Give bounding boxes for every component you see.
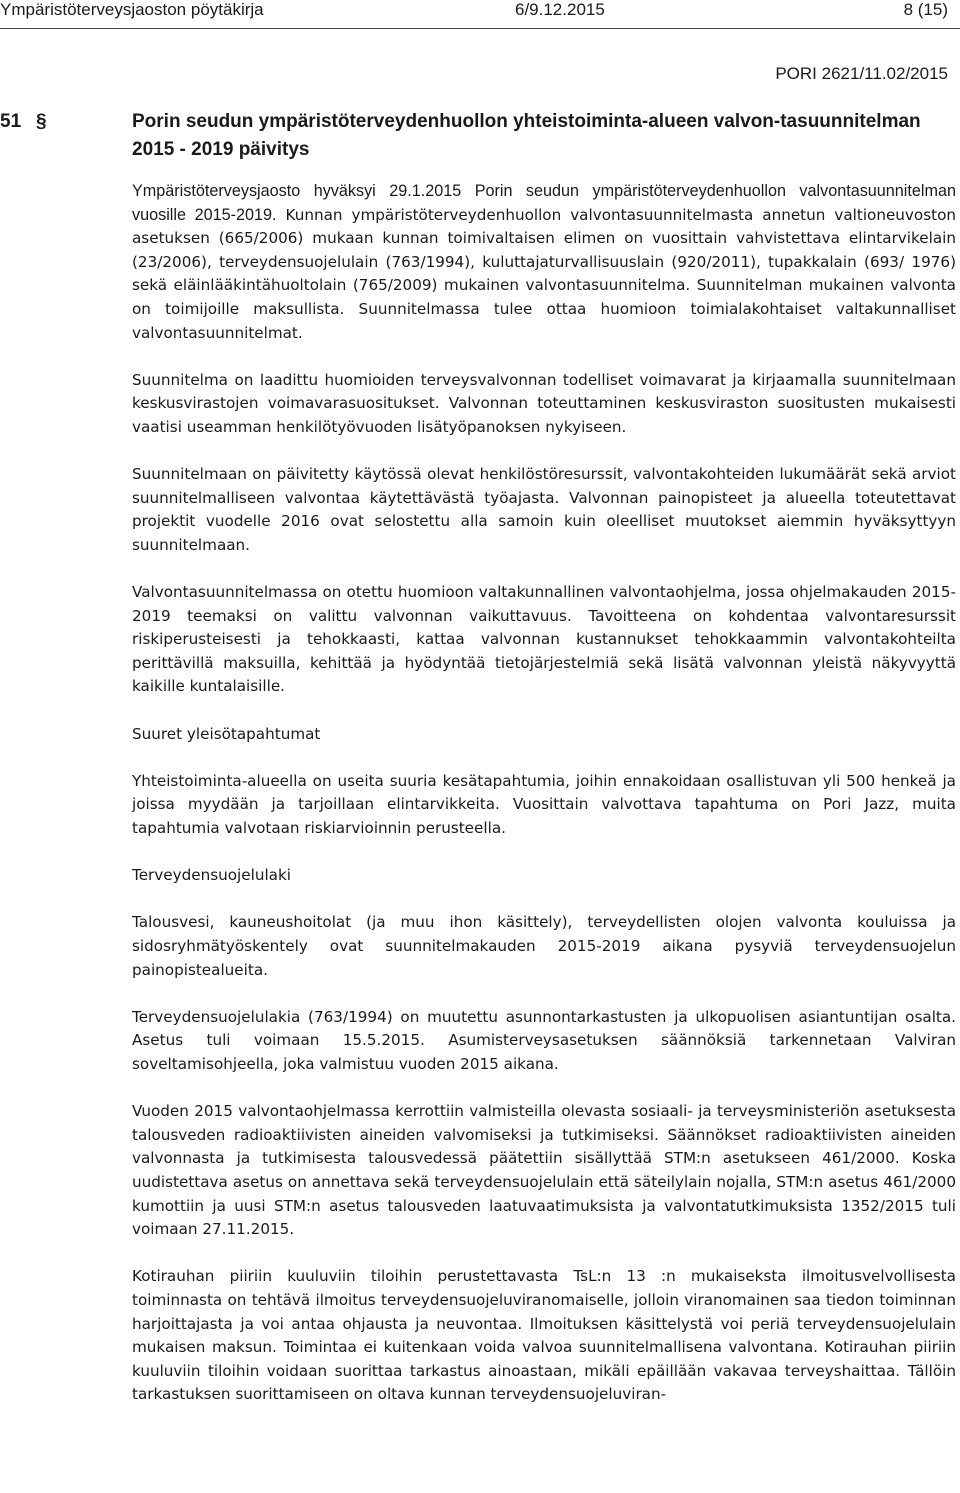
section-title: Porin seudun ympäristöterveydenhuollon yhteistoiminta-alueen valvon-tasuunnitelman 2015 - 2019 päivitys <box>132 111 921 160</box>
section-number: 51 <box>0 111 22 132</box>
section-symbol: § <box>36 111 47 132</box>
paragraph: Suunnitelma on laadittu huomioiden terveysvalvonnan todelliset voimavarat ja kirjaamalla suunnitelmaan keskusvirastojen voimavarasuositukset. Valvonnan toteuttaminen keskusviraston suositusten mukaisesti vaatisi useamman henkilötyövuoden lisätyöpanoksen nykyiseen. <box>132 370 956 436</box>
section-heading <box>0 108 955 164</box>
paragraph-text: Kunnan ympäristöterveydenhuollon valvontasuunnitelmasta annetun valtioneuvoston asetuksen (665/2006) mukaan kunnan toimivaltaisen elimen on vuosittain vahvistettava elintarvikelain (23/2006), terveydensuojelulain (763/1994), kuluttajaturvallisuuslain (920/2011), tupakkalain (693/ 1976) sekä eläinlääkintähuoltolain (765/2009) mukainen valvontasuunnitelma. Suunnitelman mukainen valvonta on toimijoille maksullista. Suunnitelmassa tulee ottaa huomioon toimialakohtaiset valtakunnalliset valvontasuunnitelmat. <box>132 205 956 342</box>
header-divider <box>0 28 960 29</box>
document-title: Ympäristöterveysjaoston pöytäkirja <box>0 0 264 19</box>
paragraph: Yhteistoiminta-alueella on useita suuria kesätapahtumia, joihin ennakoidaan osallistuvan yli 500 henkeä ja joissa myydään ja tarjoillaan elintarvikkeita. Vuosittain valvottava tapahtuma on Pori Jazz, muita tapahtumia valvotaan riskiarvioinnin perusteella. <box>132 771 956 838</box>
paragraph: Talousvesi, kauneushoitolat (ja muu ihon käsittely), terveydellisten olojen valvonta kouluissa ja sidosryhmätyöskentely ovat suunnitelmakauden 2015-2019 aikana pysyviä terveydensuojelun painopistealueita. <box>132 913 956 979</box>
meeting-date-page: 6/9.12.2015 <box>515 0 605 19</box>
reference-number: PORI 2621/11.02/2015 <box>775 64 948 83</box>
paragraph: Terveydensuojelulakia (763/1994) on muutettu asunnontarkastusten ja ulkopuolisen asiantuntijan osalta. Asetus tuli voimaan 15.5.2015. Asumisterveysasetuksen säännöksiä tarkennetaan Valviran soveltamisohjeella, joka valmistuu vuoden 2015 aikana. <box>132 1007 956 1073</box>
paragraph: Kotirauhan piiriin kuuluviin tiloihin perustettavasta TsL:n 13 :n mukaiseksta ilmoitusvelvollisesta toiminnasta on tehtävä ilmoitus terveydensuojeluviranomaiselle, jolloin viranomainen saa tiedon toiminnan harjoittajasta ja voi antaa ohjausta ja neuvontaa. Ilmoituksen käsittelystä voi periä terveydensuojelulain mukaisen maksun. Toimintaa ei kuitenkaan voida valvoa suunnitelmallisena valvontana. Kotirauhan piiriin kuuluviin tiloihin voidaan suorittaa tarkastus ainoastaan, mikäli epäillään vakavaa terveyshaittaa. Tällöin tarkastuksen suorittamiseen on oltava kunnan terveydensuojeluviran- <box>132 1267 956 1404</box>
paragraph <box>132 180 956 345</box>
subheading: Terveydensuojelulaki <box>132 866 291 885</box>
paragraph: Valvontasuunnitelmassa on otettu huomioon valtakunnallinen valvontaohjelma, jossa ohjelmakauden 2015- 2019 teemaksi on valittu valvonnan vaikuttavuus. Tavoitteena on kohdentaa valvontaresurssit riskiperusteisesti ja tehokkaasti, kattaa valvonnan kustannukset tehokkaammin valvontakohteilta perittävillä maksuilla, kehittää ja hyödyntää tietojärjestelmiä sekä lisätä valvonnan yleistä näkyvyyttä kaikille kuntalaisille. <box>132 583 956 696</box>
page-header <box>0 0 960 28</box>
subheading: Suuret yleisötapahtumat <box>132 724 321 743</box>
page-count: 8 (15) <box>903 0 948 19</box>
decision-lead: Ympäristöterveysjaosto hyväksyi 29.1.2015 Porin seudun ympäristöterveydenhuollon valvontasuunnitelman vuosille 2015-2019. <box>132 182 956 224</box>
document-body <box>132 180 956 1430</box>
paragraph: Suunnitelmaan on päivitetty käytössä olevat henkilöstöresurssit, valvontakohteiden lukumäärät sekä arviot suunnitelmalliseen valvontaa käytettävästä työajasta. Valvonnan painopisteet ja alueella toteutettavat projektit vuodelle 2016 ovat selostettu alla samoin kuin oleelliset muutokset aiemmin hyväksyttyyn suunnitelmaan. <box>132 465 956 554</box>
paragraph: Vuoden 2015 valvontaohjelmassa kerrottiin valmisteilla olevasta sosiaali- ja terveysministeriön asetuksesta talousveden radioaktiivisten aineiden valvomiseksi ja tutkimiseksi. Säännökset radioaktiivisten aineiden valvonnasta ja tutkimisesta talousvedessä päätettiin sisällyttää STM:n asetukseen 461/2000. Koska uudistettava asetus on annettava sekä terveydensuojelulain että säteilylain nojalla, STM:n asetus 461/2000 kumottiin ja uusi STM:n asetus talousveden laatuvaatimuksista ja valvontatutkimuksista 1352/2015 tuli voimaan 27.11.2015. <box>132 1102 956 1239</box>
